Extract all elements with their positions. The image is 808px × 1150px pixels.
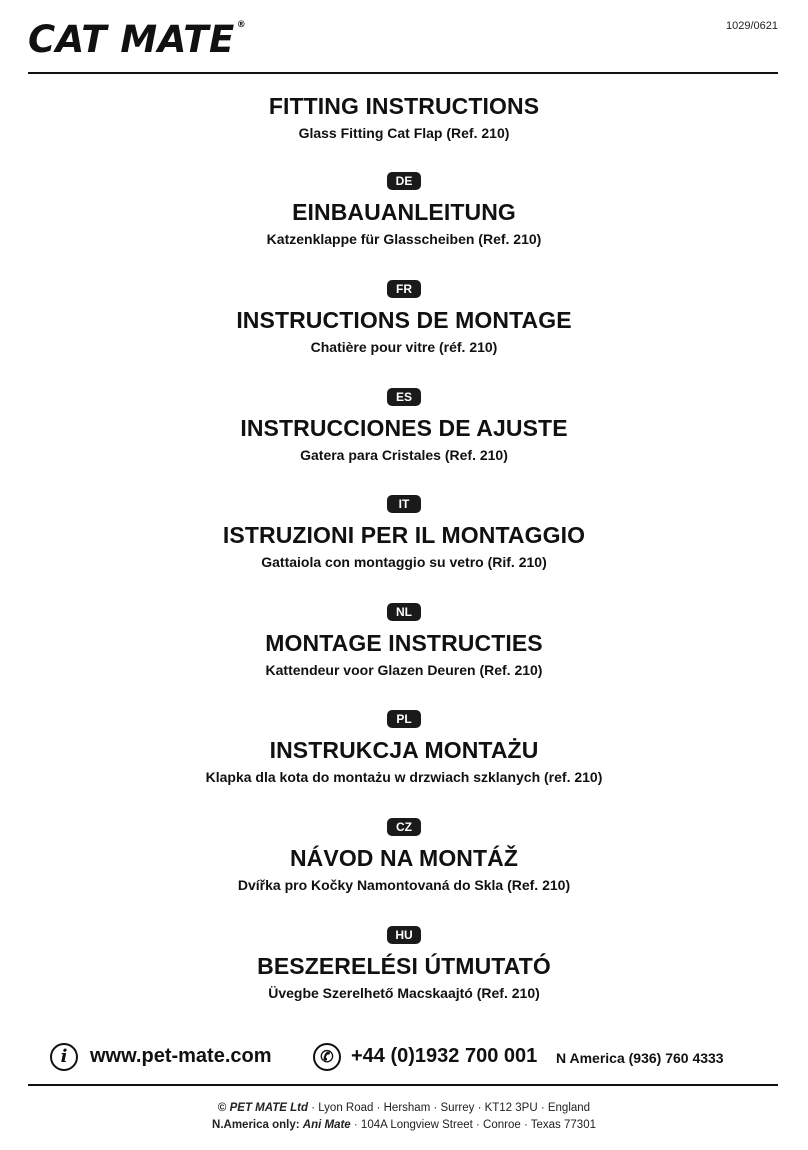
section-subtitle: Dvířka pro Kočky Namontovaná do Skla (Ref. 210) (237, 877, 571, 893)
footer-line-na (0, 1117, 808, 1134)
footer-divider (28, 1084, 778, 1086)
section-subtitle: Glass Fitting Cat Flap (Ref. 210) (298, 125, 510, 141)
na-label: N.America only: (212, 1119, 300, 1131)
section-es (0, 388, 808, 464)
section-de (0, 172, 808, 248)
na-address: · 104A Longview Street · Conroe · Texas 77301 (353, 1119, 596, 1131)
section-subtitle: Katzenklappe für Glasscheiben (Ref. 210) (266, 231, 542, 247)
section-hu (0, 926, 808, 1002)
language-badge: HU (387, 926, 421, 944)
brand-logo (28, 18, 246, 61)
language-badge: CZ (387, 818, 421, 836)
language-badge: ES (387, 388, 421, 406)
section-title: MONTAGE INSTRUCTIES (265, 630, 543, 656)
footer-line-uk (0, 1100, 808, 1117)
section-title: INSTRUCTIONS DE MONTAGE (236, 307, 572, 333)
language-badge: FR (387, 280, 421, 298)
copyright-symbol: © (217, 1102, 227, 1114)
document-code: 1029/0621 (726, 20, 778, 32)
section-it (0, 495, 808, 571)
footer (0, 1100, 808, 1134)
section-cz (0, 818, 808, 894)
section-subtitle: Chatière pour vitre (réf. 210) (310, 339, 498, 355)
na-company-name: Ani Mate (302, 1119, 351, 1131)
header-divider (28, 72, 778, 74)
section-title: EINBAUANLEITUNG (292, 199, 516, 225)
section-subtitle: Klapka dla kota do montażu w drzwiach szklanych (ref. 210) (205, 769, 603, 785)
section-fr (0, 280, 808, 356)
na-phone-number: N America (936) 760 4333 (556, 1050, 724, 1066)
section-subtitle: Gatera para Cristales (Ref. 210) (300, 447, 508, 463)
brand-name: CAT MATE (28, 18, 235, 61)
section-title: FITTING INSTRUCTIONS (268, 93, 540, 119)
registered-mark: ® (236, 20, 247, 30)
section-nl (0, 603, 808, 679)
language-badge: NL (387, 603, 421, 621)
language-badge: IT (387, 495, 421, 513)
phone-icon: ✆ (313, 1043, 341, 1071)
section-en (0, 92, 808, 142)
section-subtitle: Üvegbe Szerelhető Macskaajtó (Ref. 210) (268, 985, 540, 1001)
section-title: NÁVOD NA MONTÁŽ (289, 845, 519, 871)
section-title: ISTRUZIONI PER IL MONTAGGIO (222, 522, 586, 548)
language-badge: DE (387, 172, 421, 190)
section-pl (0, 710, 808, 786)
section-subtitle: Gattaiola con montaggio su vetro (Rif. 210) (261, 554, 547, 570)
contact-bar (0, 1040, 808, 1076)
company-name: PET MATE Ltd (229, 1102, 308, 1114)
website-link[interactable]: www.pet-mate.com (90, 1045, 272, 1067)
section-title: BESZERELÉSI ÚTMUTATÓ (257, 953, 551, 979)
company-address: · Lyon Road · Hersham · Surrey · KT12 3PU · England (311, 1102, 591, 1114)
phone-number: +44 (0)1932 700 001 (351, 1045, 538, 1067)
section-title: INSTRUKCJA MONTAŻU (269, 737, 539, 763)
info-icon: i (50, 1043, 78, 1071)
section-title: INSTRUCCIONES DE AJUSTE (240, 415, 568, 441)
language-badge: PL (387, 710, 421, 728)
section-subtitle: Kattendeur voor Glazen Deuren (Ref. 210) (265, 662, 543, 678)
